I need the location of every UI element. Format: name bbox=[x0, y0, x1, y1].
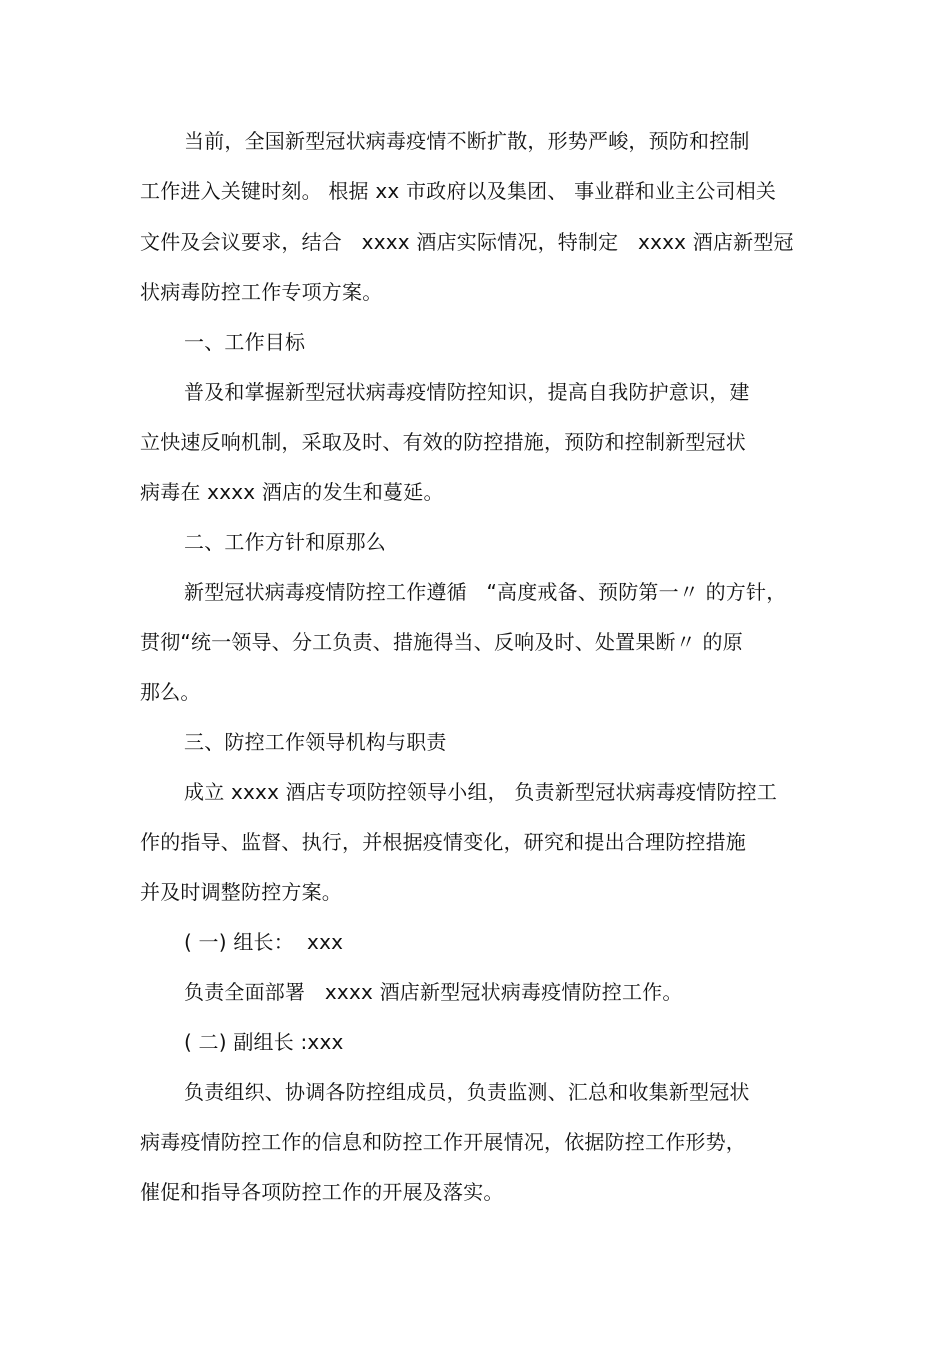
paragraph-leadership-line-1: 成立 xxxx 酒店专项防控领导小组， 负责新型冠状病毒疫情防控工 bbox=[184, 780, 778, 804]
section-heading-principles: 二、工作方针和原那么 bbox=[184, 530, 386, 554]
paragraph-principles-line-3: 那么。 bbox=[140, 680, 201, 704]
subheading-deputy-leader: ( 二) 副组长 :xxx bbox=[184, 1030, 344, 1054]
section-heading-leadership: 三、防控工作领导机构与职责 bbox=[184, 730, 447, 754]
paragraph-goals-line-3: 病毒在 xxxx 酒店的发生和蔓延。 bbox=[140, 480, 444, 504]
paragraph-principles-line-2: 贯彻“统一领导、分工负责、措施得当、反响及时、处置果断〃 的原 bbox=[140, 630, 743, 654]
paragraph-deputy-line-1: 负责组织、协调各防控组成员，负责监测、汇总和收集新型冠状 bbox=[184, 1080, 750, 1104]
paragraph-deputy-line-3: 催促和指导各项防控工作的开展及落实。 bbox=[140, 1180, 504, 1204]
paragraph-goals-line-1: 普及和掌握新型冠状病毒疫情防控知识，提高自我防护意识，建 bbox=[184, 380, 750, 404]
paragraph-intro-line-3: 文件及会议要求，结合 xxxx 酒店实际情况，特制定 xxxx 酒店新型冠 bbox=[140, 230, 794, 254]
paragraph-intro-line-2: 工作进入关键时刻。 根据 xx 市政府以及集团、 事业群和业主公司相关 bbox=[140, 179, 777, 203]
paragraph-leadership-line-2: 作的指导、监督、执行，并根据疫情变化，研究和提出合理防控措施 bbox=[140, 830, 746, 854]
paragraph-deputy-line-2: 病毒疫情防控工作的信息和防控工作开展情况，依据防控工作形势， bbox=[140, 1130, 746, 1154]
paragraph-group-leader: 负责全面部署 xxxx 酒店新型冠状病毒疫情防控工作。 bbox=[184, 980, 683, 1004]
paragraph-principles-line-1: 新型冠状病毒疫情防控工作遵循 “高度戒备、预防第一〃 的方针， bbox=[184, 580, 787, 604]
section-heading-goals: 一、工作目标 bbox=[184, 330, 306, 354]
paragraph-intro-line-4: 状病毒防控工作专项方案。 bbox=[140, 280, 383, 304]
paragraph-leadership-line-3: 并及时调整防控方案。 bbox=[140, 880, 342, 904]
subheading-group-leader: ( 一) 组长： xxx bbox=[184, 930, 344, 954]
paragraph-goals-line-2: 立快速反响机制，采取及时、有效的防控措施，预防和控制新型冠状 bbox=[140, 430, 746, 454]
paragraph-intro-line-1: 当前，全国新型冠状病毒疫情不断扩散，形势严峻，预防和控制 bbox=[184, 129, 750, 153]
